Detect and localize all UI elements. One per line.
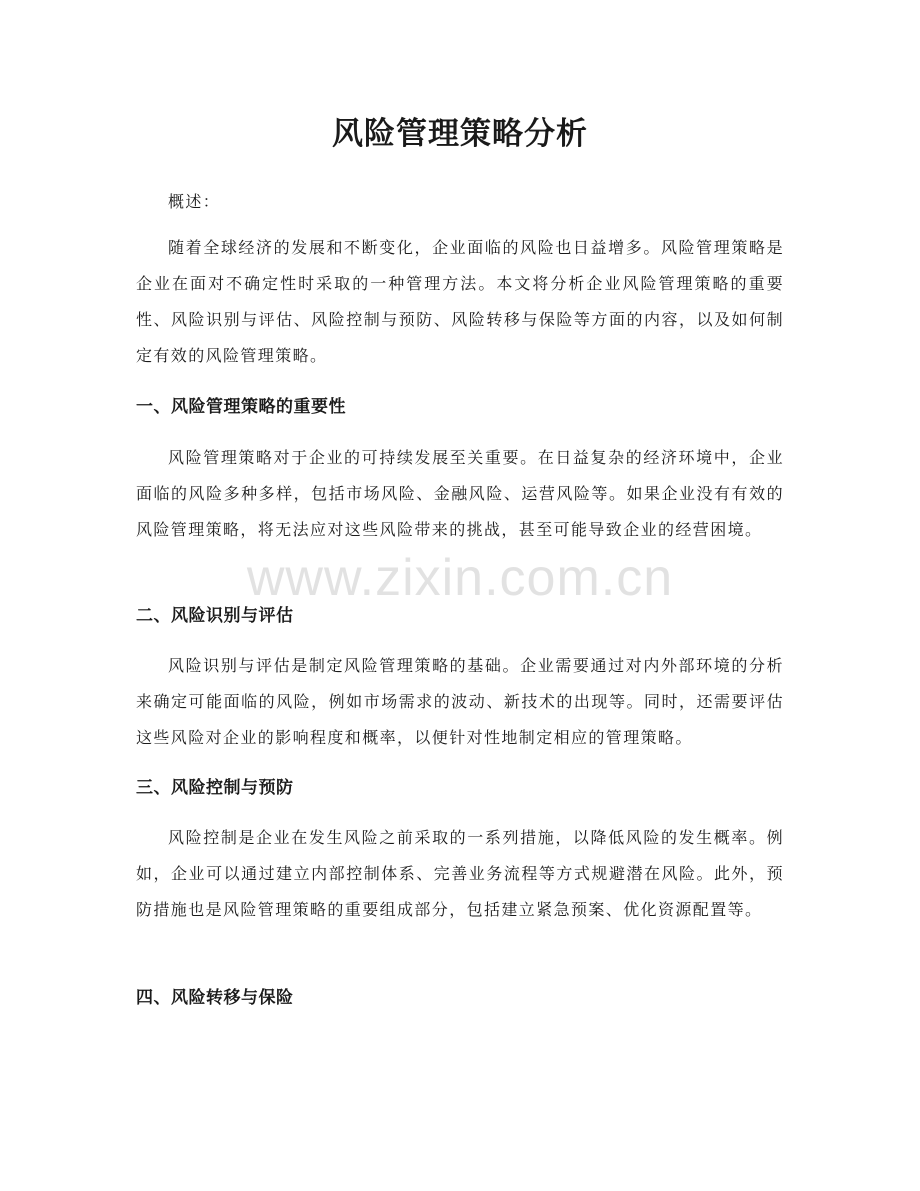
watermark: www.zixin.com.cn [246,549,674,607]
section-heading-importance: 一、风险管理策略的重要性 [136,397,346,417]
section-heading-transfer: 四、风险转移与保险 [136,988,294,1008]
intro-paragraph: 随着全球经济的发展和不断变化，企业面临的风险也日益增多。风险管理策略是企业在面对不确定性时采取的一种管理方法。本文将分析企业风险管理策略的重要性、风险识别与评估、风险控制与预防、风险转移与保险等方面的内容，以及如何制定有效的风险管理策略。 [136,238,784,365]
section-heading-control: 三、风险控制与预防 [136,778,294,798]
page-title: 风险管理策略分析 [332,116,588,152]
overview-label: 概述： [168,192,221,211]
section-body-control: 风险控制是企业在发生风险之前采取的一系列措施，以降低风险的发生概率。例如，企业可以通过建立内部控制体系、完善业务流程等方式规避潜在风险。此外，预防措施也是风险管理策略的重要组成部分，包括建立紧急预案、优化资源配置等。 [136,828,784,919]
section-body-importance: 风险管理策略对于企业的可持续发展至关重要。在日益复杂的经济环境中，企业面临的风险多种多样，包括市场风险、金融风险、运营风险等。如果企业没有有效的风险管理策略，将无法应对这些风险带来的挑战，甚至可能导致企业的经营困境。 [136,448,784,539]
section-heading-identification: 二、风险识别与评估 [136,606,294,626]
section-body-identification: 风险识别与评估是制定风险管理策略的基础。企业需要通过对内外部环境的分析来确定可能面临的风险，例如市场需求的波动、新技术的出现等。同时，还需要评估这些风险对企业的影响程度和概率，以便针对性地制定相应的管理策略。 [136,656,784,747]
